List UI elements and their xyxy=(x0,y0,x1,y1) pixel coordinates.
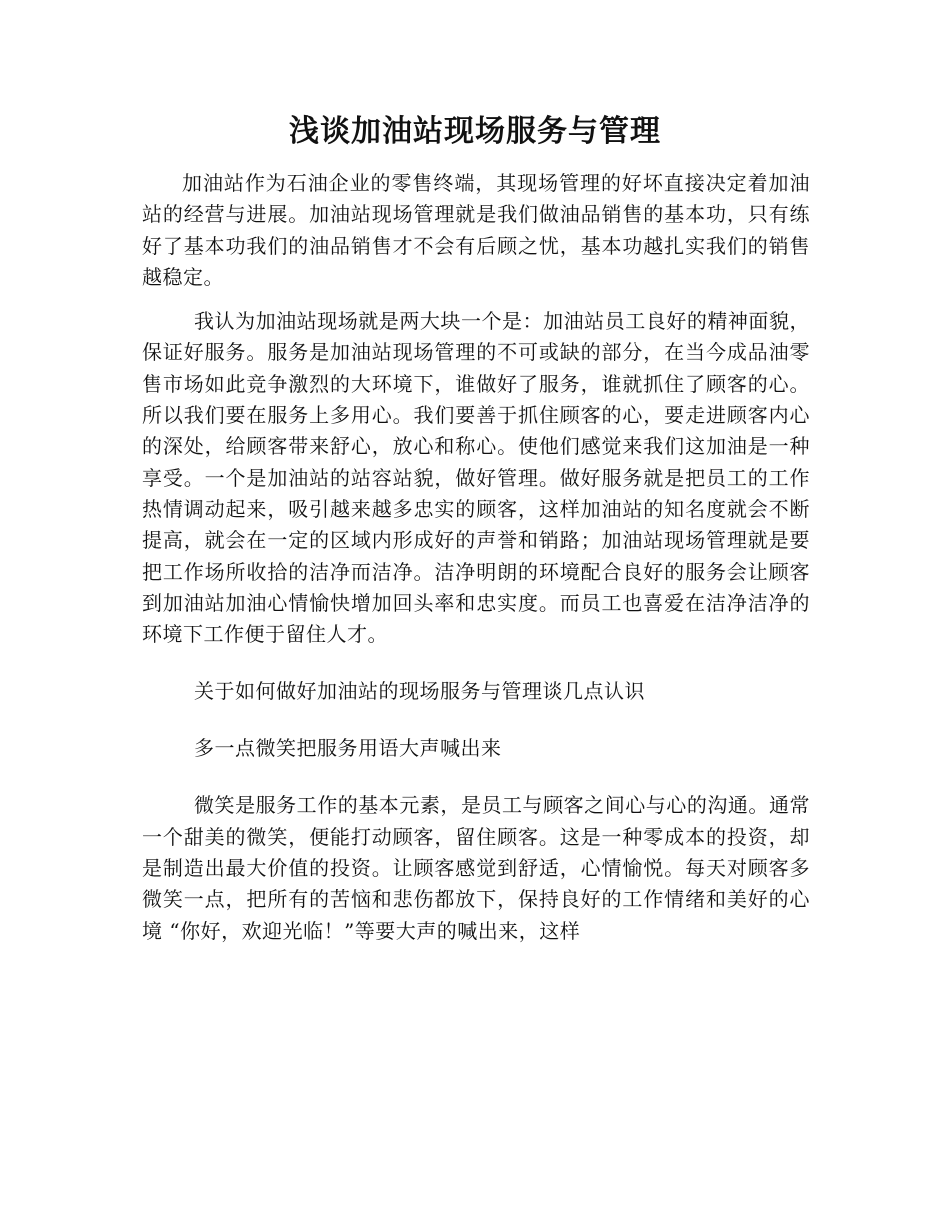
paragraph-intro: 加油站作为石油企业的零售终端，其现场管理的好坏直接决定着加油站的经营与进展。加油站现场管理就是我们做油品销售的基本功，只有练好了基本功我们的油品销售才不会有后顾之忧，基本功越扎实我们的销售越稳定。 xyxy=(142,171,810,289)
section-heading-overview: 关于如何做好加油站的现场服务与管理谈几点认识 xyxy=(194,679,645,704)
section-heading-smile: 多一点微笑把服务用语大声喊出来 xyxy=(194,736,502,761)
paragraph-smile: 微笑是服务工作的基本元素，是员工与顾客之间心与心的沟通。通常一个甜美的微笑，便能打动顾客，留住顾客。这是一种零成本的投资，却是制造出最大价值的投资。让顾客感觉到舒适，心情愉悦。每天对顾客多微笑一点，把所有的苦恼和悲伤都放下，保持良好的工作情绪和美好的心境 “你好，欢迎光临！”等要大声的喊出来，这样 xyxy=(142,793,810,943)
document-title: 浅谈加油站现场服务与管理 xyxy=(289,114,661,149)
paragraph-two-parts: 我认为加油站现场就是两大块一个是：加油站员工良好的精神面貌，保证好服务。服务是加油站现场管理的不可或缺的部分，在当今成品油零售市场如此竞争激烈的大环境下，谁做好了服务，谁就抓住了顾客的心。所以我们要在服务上多用心。我们要善于抓住顾客的心，要走进顾客内心的深处，给顾客带来舒心，放心和称心。使他们感觉来我们这加油是一种享受。一个是加油站的站容站貌，做好管理。做好服务就是把员工的工作热情调动起来，吸引越来越多忠实的顾客，这样加油站的知名度就会不断提高，就会在一定的区域内形成好的声誉和销路；加油站现场管理就是要把工作场所收拾的洁净而洁净。洁净明朗的环境配合良好的服务会让顾客到加油站加油心情愉快增加回头率和忠实度。而员工也喜爱在洁净洁净的环境下工作便于留住人才。 xyxy=(142,309,810,647)
document-body xyxy=(142,168,810,947)
